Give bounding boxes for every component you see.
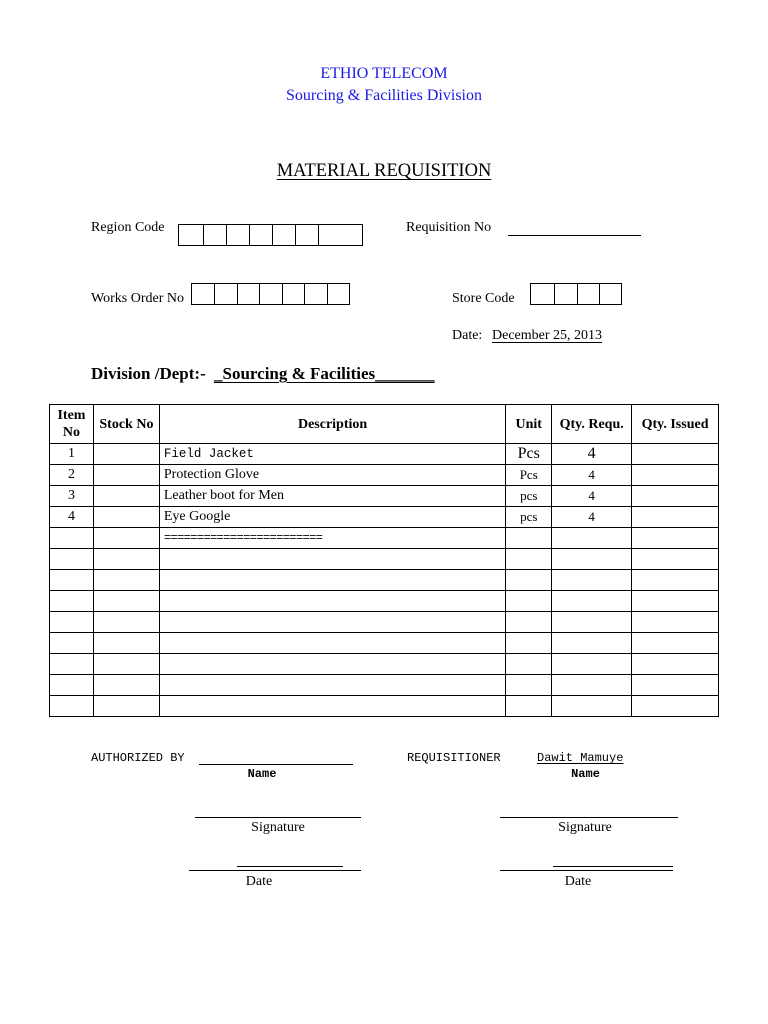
- stock-no-cell: [93, 633, 159, 654]
- header-qty-issued: Qty. Issued: [632, 405, 719, 444]
- works-order-box[interactable]: [214, 284, 237, 304]
- table-header-row: [50, 405, 719, 444]
- form-title: [0, 161, 768, 182]
- qty-issued-cell: [632, 654, 719, 675]
- unit-cell: pcs: [506, 507, 552, 528]
- form-title-text: MATERIAL REQUISITION: [276, 161, 492, 181]
- qty-requ-cell: [552, 528, 632, 549]
- unit-cell: [506, 696, 552, 717]
- division-heading: Sourcing & Facilities Division: [286, 87, 482, 104]
- region-code-box[interactable]: [203, 225, 226, 245]
- authorized-by-name-field[interactable]: [199, 764, 353, 765]
- header-stock-no: Stock No: [93, 405, 159, 444]
- unit-cell: [506, 570, 552, 591]
- item-no-cell: [50, 654, 94, 675]
- authorized-signature-line[interactable]: [195, 817, 361, 818]
- description-cell: [159, 696, 505, 717]
- unit-cell: [506, 675, 552, 696]
- description-cell: [159, 570, 505, 591]
- requisitioner-date-caption: Date: [564, 874, 592, 889]
- authorized-by-label: AUTHORIZED BY: [91, 751, 185, 765]
- item-no-cell: 4: [50, 507, 94, 528]
- description-cell: [159, 675, 505, 696]
- table-row: [50, 612, 719, 633]
- qty-requ-cell: [552, 612, 632, 633]
- store-code-box[interactable]: [599, 284, 621, 304]
- qty-issued-cell: [632, 444, 719, 465]
- table-row: [50, 654, 719, 675]
- description-cell: [159, 591, 505, 612]
- description-cell: [159, 633, 505, 654]
- qty-issued-cell: [632, 465, 719, 486]
- unit-cell: [506, 654, 552, 675]
- qty-issued-cell: [632, 507, 719, 528]
- authorized-date-line: [189, 870, 361, 871]
- item-no-cell: [50, 633, 94, 654]
- requisition-no-field[interactable]: [508, 235, 641, 236]
- works-order-label: Works Order No: [91, 291, 184, 306]
- unit-cell: [506, 549, 552, 570]
- requisitioner-label: REQUISITIONER: [407, 751, 501, 765]
- table-row: [50, 465, 719, 486]
- unit-cell: Pcs: [506, 465, 552, 486]
- stock-no-cell: [93, 549, 159, 570]
- description-cell: Leather boot for Men: [159, 486, 505, 507]
- qty-issued-cell: [632, 549, 719, 570]
- stock-no-cell: [93, 591, 159, 612]
- table-row: [50, 675, 719, 696]
- table-row: [50, 696, 719, 717]
- table-row: [50, 570, 719, 591]
- qty-requ-cell: 4: [552, 444, 632, 465]
- stock-no-cell: [93, 528, 159, 549]
- region-code-box[interactable]: [249, 225, 272, 245]
- unit-cell: pcs: [506, 486, 552, 507]
- store-code-box[interactable]: [577, 284, 599, 304]
- item-no-cell: [50, 612, 94, 633]
- item-no-cell: [50, 675, 94, 696]
- description-cell: [159, 612, 505, 633]
- works-order-box[interactable]: [192, 284, 214, 304]
- unit-cell: Pcs: [506, 444, 552, 465]
- qty-issued-cell: [632, 696, 719, 717]
- authorized-name-caption: Name: [247, 767, 277, 781]
- region-code-box[interactable]: [318, 225, 362, 245]
- description-cell: Eye Google: [159, 507, 505, 528]
- qty-issued-cell: [632, 528, 719, 549]
- qty-issued-cell: [632, 633, 719, 654]
- description-cell: Protection Glove: [159, 465, 505, 486]
- region-code-box[interactable]: [179, 225, 203, 245]
- org-name: ETHIO TELECOM: [320, 65, 448, 82]
- works-order-box[interactable]: [304, 284, 327, 304]
- requisitioner-date-field[interactable]: [553, 866, 673, 867]
- region-code-boxes[interactable]: [178, 224, 363, 246]
- requisitioner-signature-caption: Signature: [558, 820, 612, 835]
- item-no-cell: 2: [50, 465, 94, 486]
- authorized-date-field[interactable]: [237, 866, 343, 867]
- header-description: Description: [159, 405, 505, 444]
- table-row: [50, 486, 719, 507]
- region-code-label: Region Code: [91, 220, 165, 235]
- unit-cell: [506, 591, 552, 612]
- stock-no-cell: [93, 696, 159, 717]
- items-table-body: [50, 444, 719, 717]
- requisitioner-date-line: [500, 870, 673, 871]
- store-code-boxes[interactable]: [530, 283, 622, 305]
- qty-requ-cell: [552, 570, 632, 591]
- division-value: _Sourcing & Facilities_______: [214, 364, 435, 383]
- qty-requ-cell: 4: [552, 486, 632, 507]
- table-row: [50, 444, 719, 465]
- item-no-cell: [50, 570, 94, 591]
- stock-no-cell: [93, 675, 159, 696]
- region-code-box[interactable]: [295, 225, 318, 245]
- qty-issued-cell: [632, 486, 719, 507]
- item-no-cell: 1: [50, 444, 94, 465]
- item-no-cell: [50, 549, 94, 570]
- stock-no-cell: [93, 507, 159, 528]
- region-code-box[interactable]: [272, 225, 295, 245]
- qty-issued-cell: [632, 612, 719, 633]
- date-label: Date:: [452, 328, 483, 343]
- stock-no-cell: [93, 612, 159, 633]
- works-order-boxes[interactable]: [191, 283, 350, 305]
- header-qty-requ: Qty. Requ.: [552, 405, 632, 444]
- works-order-box[interactable]: [282, 284, 304, 304]
- qty-requ-cell: [552, 549, 632, 570]
- works-order-box[interactable]: [237, 284, 259, 304]
- qty-issued-cell: [632, 591, 719, 612]
- table-row: [50, 591, 719, 612]
- unit-cell: [506, 633, 552, 654]
- store-code-box[interactable]: [554, 284, 577, 304]
- stock-no-cell: [93, 465, 159, 486]
- qty-requ-cell: [552, 591, 632, 612]
- qty-requ-cell: [552, 696, 632, 717]
- stock-no-cell: [93, 654, 159, 675]
- table-row: [50, 549, 719, 570]
- item-no-cell: [50, 591, 94, 612]
- qty-requ-cell: [552, 654, 632, 675]
- requisitioner-name-caption: Name: [571, 767, 600, 781]
- region-code-box[interactable]: [226, 225, 249, 245]
- qty-requ-cell: [552, 675, 632, 696]
- table-row: [50, 633, 719, 654]
- division-label: Division /Dept:-: [91, 364, 206, 383]
- division-row: [91, 364, 435, 384]
- stock-no-cell: [93, 444, 159, 465]
- authorized-signature-caption: Signature: [251, 820, 305, 835]
- qty-issued-cell: [632, 570, 719, 591]
- stock-no-cell: [93, 486, 159, 507]
- header-unit: Unit: [506, 405, 552, 444]
- description-cell: [159, 549, 505, 570]
- items-table: [49, 404, 719, 717]
- works-order-box[interactable]: [259, 284, 282, 304]
- stock-no-cell: [93, 570, 159, 591]
- description-cell: [159, 654, 505, 675]
- store-code-label: Store Code: [452, 291, 515, 306]
- qty-requ-cell: 4: [552, 465, 632, 486]
- unit-cell: [506, 612, 552, 633]
- requisitioner-signature-line[interactable]: [500, 817, 678, 818]
- qty-requ-cell: [552, 633, 632, 654]
- requisitioner-name: Dawit Mamuye: [537, 751, 624, 765]
- table-row: [50, 507, 719, 528]
- item-no-cell: 3: [50, 486, 94, 507]
- unit-cell: [506, 528, 552, 549]
- qty-requ-cell: 4: [552, 507, 632, 528]
- store-code-box[interactable]: [531, 284, 554, 304]
- date-value: December 25, 2013: [492, 328, 603, 343]
- header-item-no: Item No: [50, 405, 94, 444]
- requisition-no-label: Requisition No: [406, 220, 492, 235]
- description-cell: Field Jacket: [159, 444, 505, 465]
- authorized-date-caption: Date: [245, 874, 273, 889]
- description-cell: ========================: [159, 528, 505, 549]
- qty-issued-cell: [632, 675, 719, 696]
- item-no-cell: [50, 696, 94, 717]
- works-order-box[interactable]: [327, 284, 349, 304]
- table-row: [50, 528, 719, 549]
- item-no-cell: [50, 528, 94, 549]
